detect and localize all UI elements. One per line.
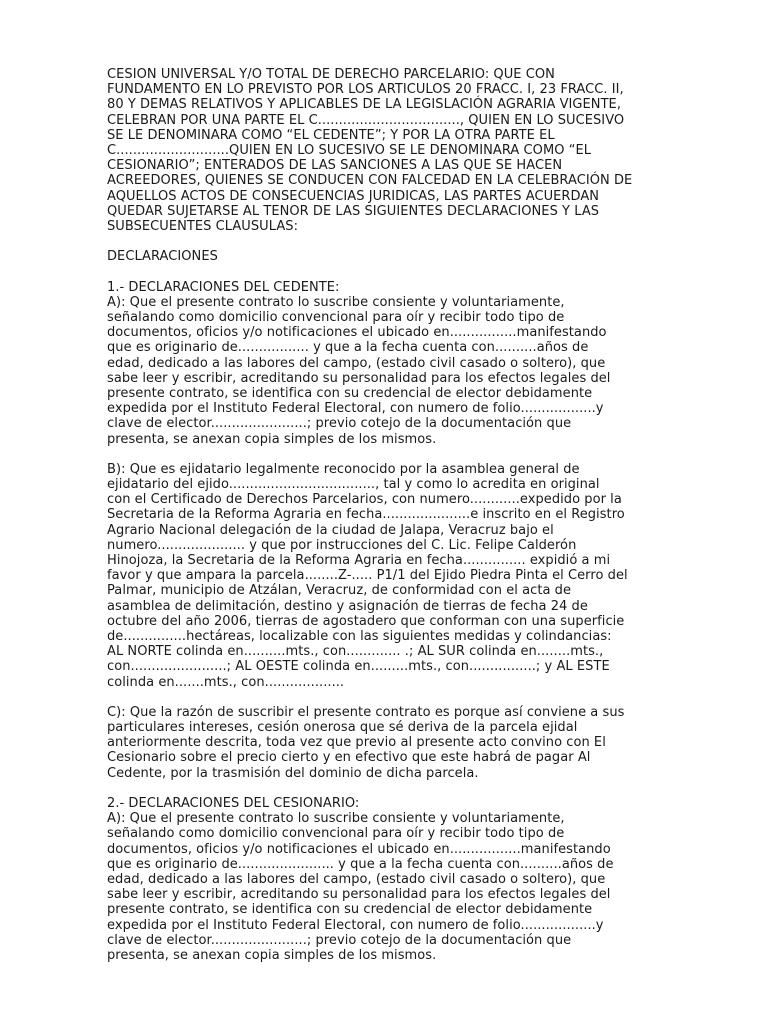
text-line: ACREEDORES, QUIENES SE CONDUCEN CON FALCEDAD EN LA CELEBRACIÓN DE	[107, 173, 633, 189]
text-line: A): Que el presente contrato lo suscribe consiente y voluntariamente,	[107, 811, 565, 827]
text-line: particulares intereses, cesión onerosa que sé deriva de la parcela ejidal	[107, 720, 578, 736]
text-line: SE LE DENOMINARA COMO “EL CEDENTE”; Y POR LA OTRA PARTE EL	[107, 127, 555, 143]
paragraph-gap	[107, 447, 673, 462]
text-line: Hinojoza, la Secretaria de la Reforma Agraria en fecha............... expidió a mi	[107, 553, 611, 568]
text-line: con el Certificado de Derechos Parcelarios, con numero............expedido por la	[107, 492, 622, 508]
declaraciones-heading: DECLARACIONES	[107, 249, 218, 265]
text-line: QUEDAR SUJETARSE AL TENOR DE LAS SIGUIENTES DECLARACIONES Y LAS	[107, 203, 600, 219]
text-line: 80 Y DEMAS RELATIVOS Y APLICABLES DE LA LEGISLACIÓN AGRARIA VIGENTE,	[107, 97, 622, 113]
text-line: expedida por el Instituto Federal Electoral, con numero de folio..................y	[107, 917, 604, 933]
text-line: asamblea de delimitación, destino y asignación de tierras de fecha 24 de	[107, 598, 588, 614]
text-line: octubre del año 2006, tierras de agostadero que conforman con una superficie	[107, 613, 625, 629]
text-line: con.......................; AL OESTE colinda en.........mts., con................; y AL ESTE	[107, 659, 610, 675]
text-line: de...............hectáreas, localizable con las siguientes medidas y colindancias:	[107, 628, 612, 644]
text-line: presenta, se anexan copia simples de los mismos.	[107, 947, 437, 963]
text-line: presente contrato, se identifica con su credencial de elector debidamente	[107, 385, 593, 401]
cesionario-clause-a	[107, 811, 673, 963]
text-line: CELEBRAN POR UNA PARTE EL C.................................., QUIEN EN LO SUCESIVO	[107, 112, 625, 128]
text-line: FUNDAMENTO EN LO PREVISTO POR LOS ARTICULOS 20 FRACC. I, 23 FRACC. II,	[107, 82, 624, 98]
paragraph-gap	[107, 264, 673, 279]
text-line: ejidatario del ejido..................................., tal y como lo acredita en original	[107, 477, 600, 493]
cedente-clause-b	[107, 462, 673, 690]
text-line: Secretaria de la Reforma Agraria en fecha.....................e inscrito en el Registro	[107, 507, 625, 523]
intro-paragraph	[107, 67, 673, 234]
document-page	[107, 67, 673, 963]
text-line: documentos, oficios y/o notificaciones el ubicado en.................manifestando	[107, 841, 611, 857]
text-line: edad, dedicado a las labores del campo, (estado civil casado o soltero), que	[107, 355, 606, 371]
text-line: que es originario de....................... y que a la fecha cuenta con..........años de	[107, 856, 614, 872]
text-line: clave de elector.......................; previo cotejo de la documentación que	[107, 932, 572, 948]
text-line: B): Que es ejidatario legalmente reconocido por la asamblea general de	[107, 461, 580, 477]
text-line: C): Que la razón de suscribir el presente contrato es porque así conviene a sus	[107, 704, 625, 720]
text-line: AQUELLOS ACTOS DE CONSECUENCIAS JURIDICAS, LAS PARTES ACUERDAN	[107, 188, 600, 204]
cedente-clause-c	[107, 705, 673, 781]
text-line: señalando como domicilio convencional para oír y recibir todo tipo de	[107, 826, 565, 842]
text-line: C...........................QUIEN EN LO SUCESIVO SE LE DENOMINARA COMO “EL	[107, 142, 592, 158]
text-line: CESION UNIVERSAL Y/O TOTAL DE DERECHO PARCELARIO: QUE CON	[107, 67, 555, 82]
text-line: Cedente, por la trasmisión del dominio de dicha parcela.	[107, 765, 479, 781]
text-line: sabe leer y escribir, acreditando su personalidad para los efectos legales del	[107, 370, 611, 386]
text-line: edad, dedicado a las labores del campo, (estado civil casado o soltero), que	[107, 871, 606, 887]
text-line: A): Que el presente contrato lo suscribe consiente y voluntariamente,	[107, 294, 565, 310]
text-line: Palmar, municipio de Atzálan, Veracruz, de conformidad con el acta de	[107, 583, 572, 599]
cesionario-heading: 2.- DECLARACIONES DEL CESIONARIO:	[107, 796, 360, 811]
text-line: que es originario de................. y que a la fecha cuenta con..........años de	[107, 340, 589, 356]
text-line: colinda en.......mts., con...................	[107, 674, 345, 690]
text-line: anteriormente descrita, toda vez que previo al presente acto convino con El	[107, 735, 606, 751]
paragraph-gap	[107, 234, 673, 249]
paragraph-gap	[107, 690, 673, 705]
text-line: clave de elector.......................; previo cotejo de la documentación que	[107, 416, 572, 432]
text-line: expedida por el Instituto Federal Electoral, con numero de folio..................y	[107, 401, 604, 417]
text-line: sabe leer y escribir, acreditando su personalidad para los efectos legales del	[107, 887, 611, 903]
cedente-heading: 1.- DECLARACIONES DEL CEDENTE:	[107, 279, 340, 295]
text-line: Agrario Nacional delegación de la ciudad de Jalapa, Veracruz bajo el	[107, 522, 554, 538]
text-line: presenta, se anexan copia simples de los mismos.	[107, 431, 437, 447]
text-line: documentos, oficios y/o notificaciones el ubicado en................manifestando	[107, 325, 607, 341]
text-line: Cesionario sobre el precio cierto y en efectivo que este habrá de pagar Al	[107, 750, 591, 766]
cedente-clause-a	[107, 295, 673, 447]
text-line: numero..................... y que por instrucciones del C. Lic. Felipe Calderón	[107, 537, 577, 553]
text-line: favor y que ampara la parcela........Z-..... P1/1 del Ejido Piedra Pinta el Cerro del	[107, 568, 628, 584]
text-line: señalando como domicilio convencional para oír y recibir todo tipo de	[107, 310, 565, 325]
text-line: AL NORTE colinda en..........mts., con............. .; AL SUR colinda en........mts.,	[107, 644, 604, 660]
text-line: CESIONARIO”; ENTERADOS DE LAS SANCIONES A LAS QUE SE HACEN	[107, 158, 563, 174]
text-line: SUBSECUENTES CLAUSULAS:	[107, 218, 299, 234]
paragraph-gap	[107, 781, 673, 796]
text-line: presente contrato, se identifica con su credencial de elector debidamente	[107, 902, 593, 918]
